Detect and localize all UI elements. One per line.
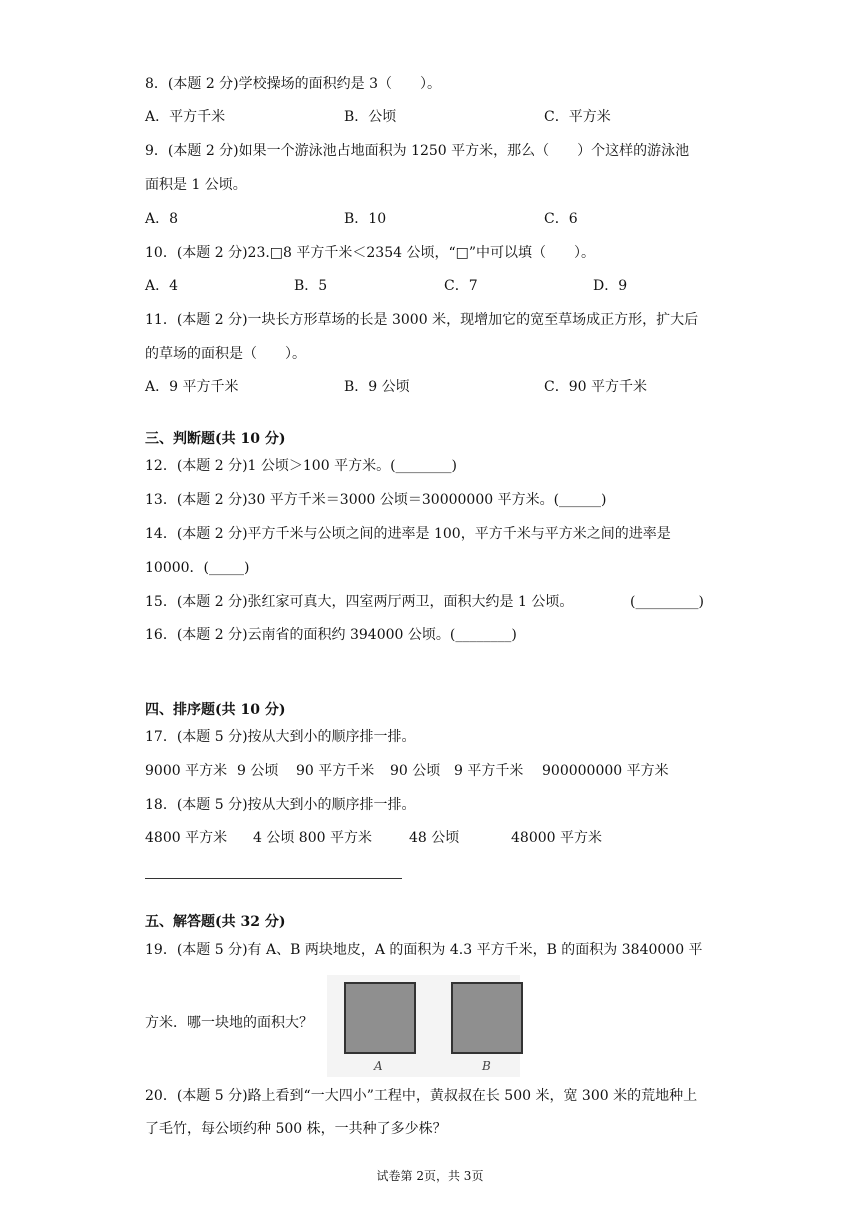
question-15-stem: 15．(本题 2 分)张红家可真大，四室两厅两卫，面积大约是 1 公顷。 xyxy=(145,594,574,610)
question-17-item: 90 平方千米 xyxy=(296,763,375,779)
question-10-option-d: D．9 xyxy=(593,278,628,294)
question-10-option-b: B．5 xyxy=(294,278,328,294)
answer-line xyxy=(145,878,402,879)
plot-b-square xyxy=(451,982,523,1054)
question-17-item: 9 公顷 xyxy=(237,763,279,779)
question-12: 12．(本题 2 分)1 公顷＞100 平方米。(________) xyxy=(145,458,457,474)
question-11-stem-line2: 的草场的面积是（ ）。 xyxy=(145,346,306,362)
section-5-title: 五、解答题(共 32 分) xyxy=(145,914,286,930)
land-plots-figure xyxy=(327,975,520,1077)
page-footer: 试卷第 2页，共 3页 xyxy=(376,1169,484,1183)
question-14-line1: 14．(本题 2 分)平方千米与公顷之间的进率是 100，平方千米与平方米之间的进率是 xyxy=(145,526,671,542)
plot-a-square xyxy=(344,982,416,1054)
question-18-item: 48 公顷 xyxy=(409,830,460,846)
question-11-option-c: C．90 平方千米 xyxy=(544,379,647,395)
question-10-option-c: C．7 xyxy=(444,278,478,294)
question-9-option-c: C．6 xyxy=(544,211,578,227)
question-17-item: 90 公顷 xyxy=(390,763,441,779)
plot-b-label: B xyxy=(482,1059,491,1073)
question-9-option-b: B．10 xyxy=(344,211,387,227)
question-8-stem: 8．(本题 2 分)学校操场的面积约是 3（ ）。 xyxy=(145,76,441,92)
question-13: 13．(本题 2 分)30 平方千米＝3000 公顷＝30000000 平方米。(______) xyxy=(145,492,607,508)
question-17-stem: 17．(本题 5 分)按从大到小的顺序排一排。 xyxy=(145,729,416,745)
section-4-title: 四、排序题(共 10 分) xyxy=(145,702,286,718)
question-11-stem-line1: 11．(本题 2 分)一块长方形草场的长是 3000 米，现增加它的宽至草场成正方形，扩大后 xyxy=(145,312,699,328)
question-15-answer-blank: (_________) xyxy=(630,594,704,610)
question-11-option-b: B．9 公顷 xyxy=(344,379,410,395)
question-18-item: 4800 平方米 xyxy=(145,830,228,846)
question-17-item: 9 平方千米 xyxy=(454,763,524,779)
question-11-option-a: A．9 平方千米 xyxy=(145,379,239,395)
question-18-stem: 18．(本题 5 分)按从大到小的顺序排一排。 xyxy=(145,797,416,813)
question-10-stem: 10．(本题 2 分)23.□8 平方千米＜2354 公顷，“□”中可以填（ ）。 xyxy=(145,245,596,261)
question-8-option-c: C．平方米 xyxy=(544,109,611,125)
question-17-item: 900000000 平方米 xyxy=(542,763,669,779)
question-16: 16．(本题 2 分)云南省的面积约 394000 公顷。(________) xyxy=(145,627,517,643)
question-10-option-a: A．4 xyxy=(145,278,179,294)
question-18-item: 48000 平方米 xyxy=(511,830,602,846)
question-17-item: 9000 平方米 xyxy=(145,763,228,779)
plot-a-label: A xyxy=(374,1059,383,1073)
question-19-line2: 方米．哪一块地的面积大？ xyxy=(145,1015,313,1031)
question-20-line1: 20．(本题 5 分)路上看到“一大四小”工程中，黄叔叔在长 500 米，宽 300 米的荒地种上 xyxy=(145,1088,698,1104)
question-18-item: 4 公顷 800 平方米 xyxy=(253,830,372,846)
question-9-stem-line1: 9．(本题 2 分)如果一个游泳池占地面积为 1250 平方米，那么（ ）个这样的游泳池 xyxy=(145,143,690,159)
question-19-line1: 19．(本题 5 分)有 A、B 两块地皮，A 的面积为 4.3 平方千米，B 的面积为 3840000 平 xyxy=(145,942,703,958)
question-14-line2: 10000．(_____) xyxy=(145,560,250,576)
question-9-option-a: A．8 xyxy=(145,211,179,227)
question-8-option-b: B．公顷 xyxy=(344,109,397,125)
question-9-stem-line2: 面积是 1 公顷。 xyxy=(145,177,247,193)
question-20-line2: 了毛竹，每公顷约种 500 株，一共种了多少株？ xyxy=(145,1121,447,1137)
section-3-title: 三、判断题(共 10 分) xyxy=(145,431,286,447)
question-8-option-a: A．平方千米 xyxy=(145,109,226,125)
